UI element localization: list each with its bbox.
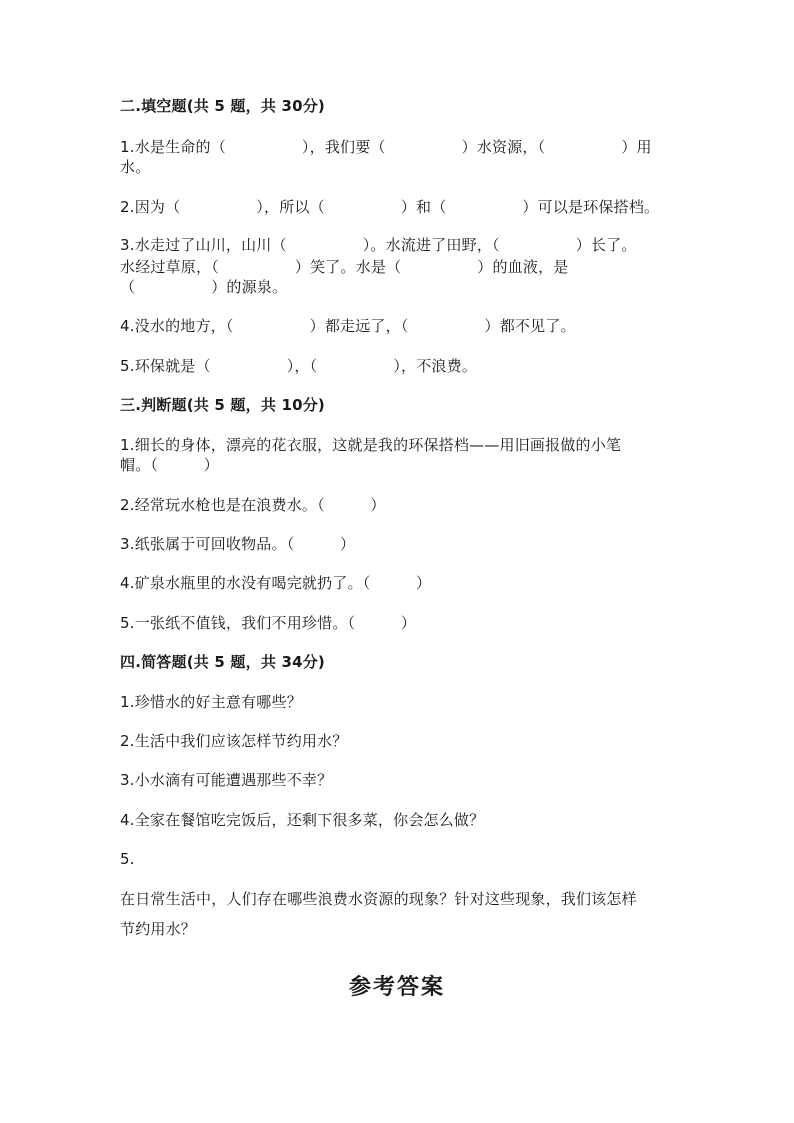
fill-question-1-line-1: 1.水是生命的（ ），我们要（ ）水资源，（ ）用 — [120, 138, 652, 156]
answer-key-title: 参考答案 — [348, 974, 445, 1000]
short-question-2: 2.生活中我们应该怎样节约用水？ — [120, 732, 348, 750]
short-question-1: 1.珍惜水的好主意有哪些？ — [120, 693, 302, 711]
fill-question-5: 5.环保就是（ ），（ ），不浪费。 — [120, 357, 478, 375]
judge-question-4: 4.矿泉水瓶里的水没有喝完就扔了。（ ） — [120, 574, 432, 592]
judge-question-1-line-1: 1.细长的身体，漂亮的花衣服，这就是我的环保搭档——用旧画报做的小笔 — [120, 436, 622, 454]
short-question-3: 3.小水滴有可能遭遇那些不幸？ — [120, 771, 333, 789]
fill-question-4: 4.没水的地方，（ ）都走远了，（ ）都不见了。 — [120, 317, 576, 335]
fill-question-2: 2.因为（ ），所以（ ）和（ ）可以是环保搭档。 — [120, 198, 660, 216]
fill-question-3-line-3: （ ）的源泉。 — [120, 278, 288, 296]
short-question-5-line-2: 节约用水？ — [120, 920, 197, 938]
short-question-4: 4.全家在餐馆吃完饭后，还剩下很多菜，你会怎么做？ — [120, 811, 485, 829]
judge-question-3: 3.纸张属于可回收物品。（ ） — [120, 535, 356, 553]
fill-question-3-line-1: 3.水走过了山川，山川（ ）。水流进了田野，（ ）长了。 — [120, 236, 637, 254]
short-question-5-number: 5. — [120, 850, 135, 868]
section-heading-judge: 三.判断题(共 5 题，共 10分) — [120, 396, 325, 414]
fill-question-1-line-2: 水。 — [120, 158, 151, 176]
short-question-5-line-1: 在日常生活中，人们存在哪些浪费水资源的现象？针对这些现象，我们该怎样 — [120, 890, 637, 908]
judge-question-1-line-2: 帽。（ ） — [120, 456, 219, 474]
judge-question-5: 5.一张纸不值钱，我们不用珍惜。（ ） — [120, 614, 417, 632]
section-heading-fill: 二.填空题(共 5 题，共 30分) — [120, 97, 325, 115]
fill-question-3-line-2: 水经过草原，（ ）笑了。水是（ ）的血液，是 — [120, 258, 569, 276]
section-heading-short-answer: 四.简答题(共 5 题，共 34分) — [120, 653, 325, 671]
judge-question-2: 2.经常玩水枪也是在浪费水。（ ） — [120, 496, 386, 514]
